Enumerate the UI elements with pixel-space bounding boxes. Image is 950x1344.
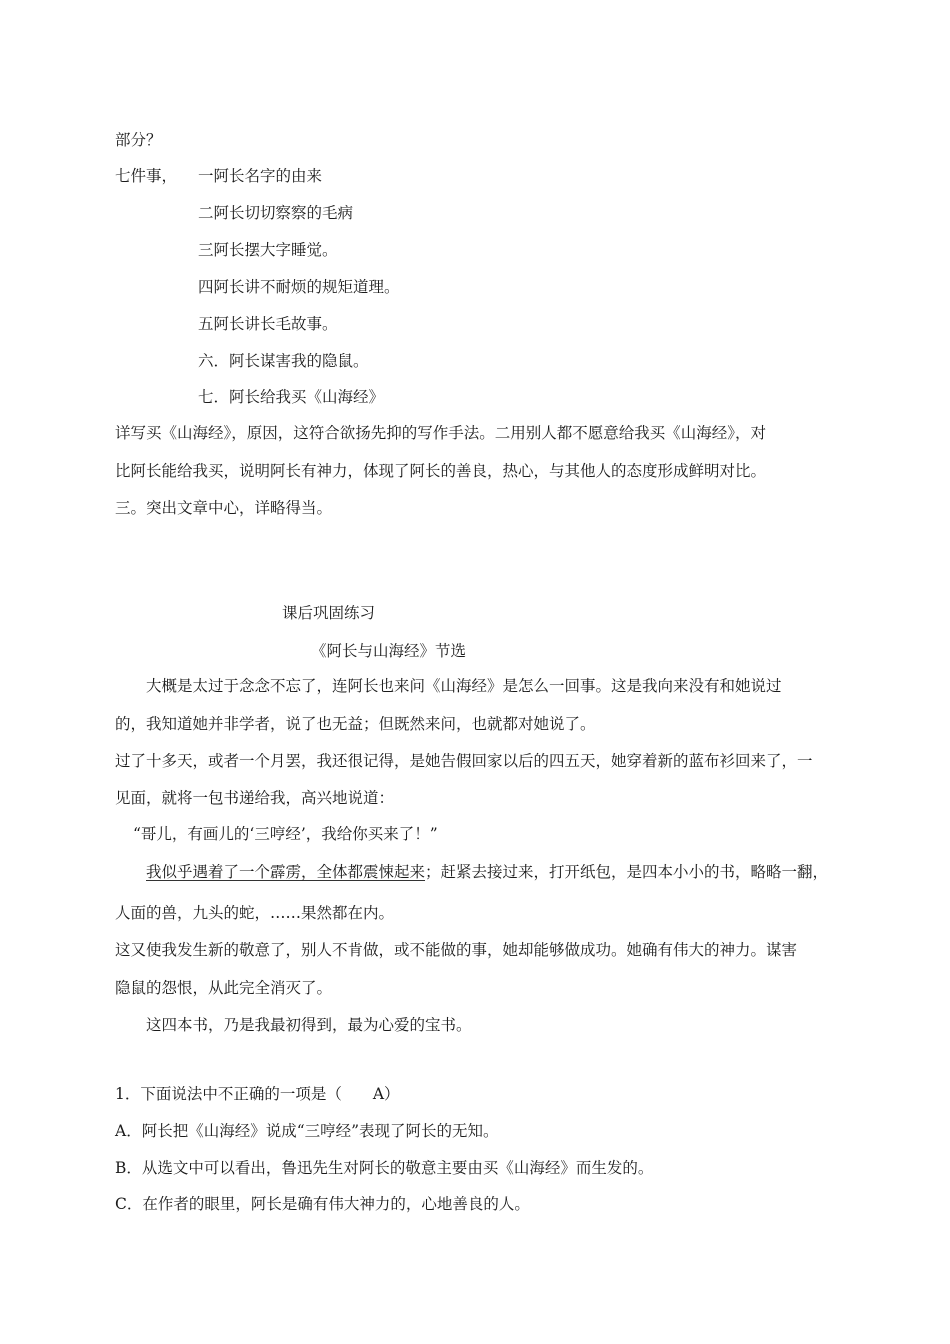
events-label: 七件事，	[115, 167, 178, 185]
event-item-6: 六．阿长谋害我的隐鼠。	[198, 352, 369, 370]
question-option-b: B．从选文中可以看出，鲁迅先生对阿长的敬意主要由买《山海经》而生发的。	[115, 1159, 654, 1177]
event-item-3: 三阿长摆大字睡觉。	[198, 241, 338, 259]
passage-line: 这四本书，乃是我最初得到，最为心爱的宝书。	[146, 1016, 472, 1034]
event-item-4: 四阿长讲不耐烦的规矩道理。	[198, 278, 400, 296]
event-item-7: 七．阿长给我买《山海经》	[198, 388, 385, 406]
passage-title: 《阿长与山海经》节选	[311, 642, 467, 660]
analysis-line-1: 详写买《山海经》，原因，这符合欲扬先抑的写作手法。二用别人都不愿意给我买《山海经》，对	[115, 424, 767, 442]
passage-line: 人面的兽，九头的蛇，……果然都在内。	[115, 904, 395, 922]
exercise-heading: 课后巩固练习	[282, 604, 376, 622]
passage-line: 过了十多天，或者一个月罢，我还很记得，是她告假回家以后的四五天，她穿着新的蓝布衫回来了，一	[115, 752, 813, 770]
passage-line: 隐鼠的怨恨，从此完全消灭了。	[115, 979, 333, 997]
partial-heading: 部分？	[115, 131, 162, 149]
passage-line: 的，我知道她并非学者，说了也无益；但既然来问，也就都对她说了。	[115, 715, 596, 733]
event-item-5: 五阿长讲长毛故事。	[198, 315, 338, 333]
passage-line	[146, 862, 828, 882]
passage-line: 大概是太过于念念不忘了，连阿长也来问《山海经》是怎么一回事。这是我向来没有和她说过	[146, 677, 782, 695]
event-item-2: 二阿长切切察察的毛病	[198, 204, 354, 222]
question-option-a: A．阿长把《山海经》说成“三哼经”表现了阿长的无知。	[115, 1122, 499, 1140]
passage-line-rest: ；赶紧去接过来，打开纸包，是四本小小的书，略略一翻，	[425, 863, 829, 881]
question-stem: 1．下面说法中不正确的一项是（ A）	[115, 1085, 400, 1103]
passage-quote: “哥儿，有画儿的‘三哼经’，我给你买来了！”	[133, 825, 438, 843]
analysis-line-3: 三。突出文章中心，详略得当。	[115, 499, 333, 517]
event-item-1: 一阿长名字的由来	[198, 167, 323, 185]
question-option-c: C．在作者的眼里，阿长是确有伟大神力的，心地善良的人。	[115, 1195, 530, 1213]
underlined-phrase: 我似乎遇着了一个霹雳，全体都震悚起来	[146, 863, 426, 881]
analysis-line-2: 比阿长能给我买，说明阿长有神力，体现了阿长的善良，热心，与其他人的态度形成鲜明对比。	[115, 462, 767, 480]
passage-line: 见面，就将一包书递给我，高兴地说道：	[115, 789, 395, 807]
passage-line: 这又使我发生新的敬意了，别人不肯做，或不能做的事，她却能够做成功。她确有伟大的神力。谋害	[115, 941, 798, 959]
